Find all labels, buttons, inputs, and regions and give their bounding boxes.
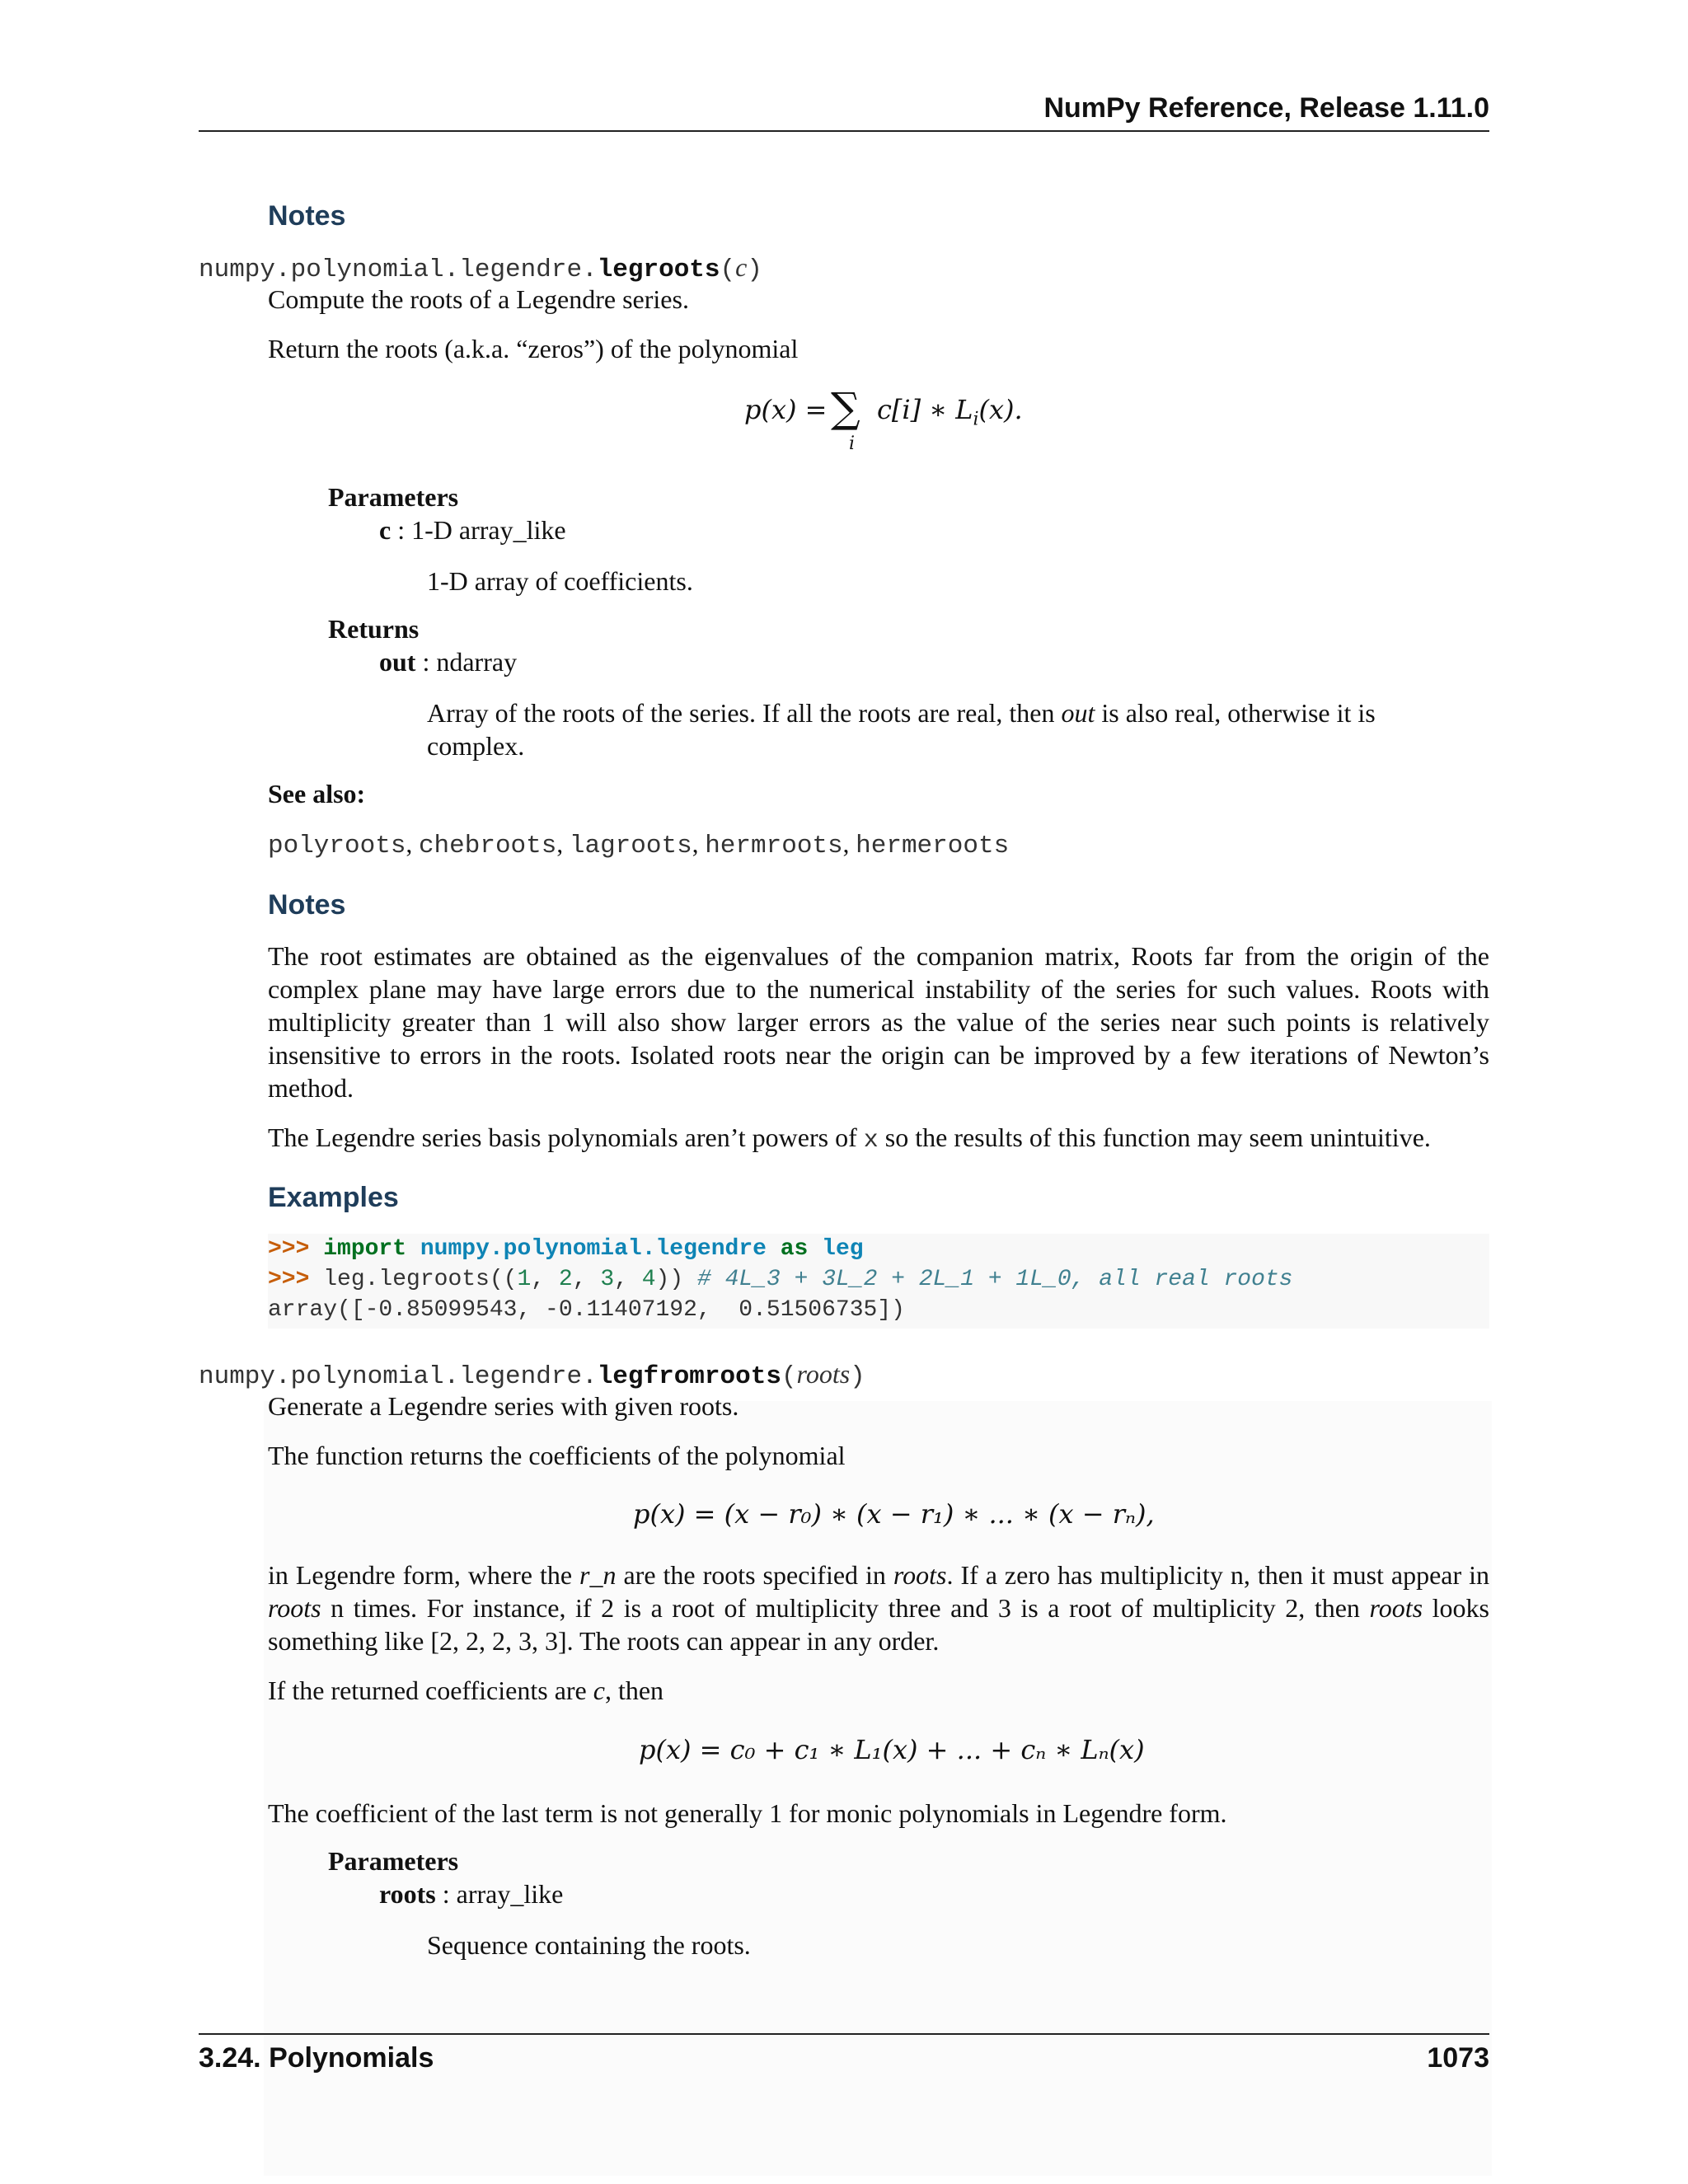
- see-also-link-lagroots[interactable]: lagroots: [569, 832, 692, 860]
- footer-page-number: 1073: [1427, 2042, 1489, 2074]
- code-prompt: >>>: [268, 1236, 324, 1262]
- code-line-2: >>> leg.legroots((1, 2, 3, 4)) # 4L_3 + 3L_2 + 2L_1 + 1L_0, all real roots: [268, 1267, 1293, 1292]
- para1-em-roots: roots: [1369, 1593, 1423, 1623]
- return-type: : ndarray: [415, 647, 518, 677]
- formula-sum-subscript: i: [849, 434, 856, 454]
- para1-em-roots: roots: [268, 1593, 321, 1623]
- legfromroots-intro: The function returns the coefficients of the polynomial: [268, 1441, 846, 1470]
- see-also-label: See also:: [268, 779, 366, 808]
- formula-rhs: [877, 394, 1023, 429]
- para2-b: , then: [604, 1675, 664, 1705]
- legfromroots-formula-2: p(x) = c₀ + c₁ ∗ L₁(x) + ... + cₙ ∗ Lₙ(x): [639, 1734, 1145, 1765]
- sig-close-paren: ): [850, 1362, 865, 1391]
- footer-rule: [199, 2033, 1489, 2035]
- param-type: : array_like: [435, 1879, 564, 1909]
- param-name: c: [379, 515, 392, 545]
- para2-a: If the returned coefficients are: [268, 1675, 593, 1705]
- legroots-signature: [199, 252, 762, 284]
- legfromroots-param-roots: [379, 1879, 563, 1910]
- legroots-params-label: Parameters: [328, 482, 459, 512]
- para1-a: in Legendre form, where the: [268, 1560, 580, 1590]
- notes-p2-part-a: The Legendre series basis polynomials aren’t powers of: [268, 1122, 864, 1152]
- code-keyword-import: import: [323, 1236, 407, 1262]
- see-also-link-polyroots[interactable]: polyroots: [268, 832, 406, 860]
- para1-b: are the roots specified in: [616, 1560, 893, 1590]
- sig-param: roots: [796, 1359, 851, 1389]
- legfromroots-paragraph-3: The coefficient of the last term is not generally 1 for monic polynomials in Legendre form.: [268, 1798, 1227, 1828]
- para1-em-rn: r_n: [579, 1560, 617, 1590]
- legroots-returns-label: Returns: [328, 614, 420, 644]
- code-keyword-as: as: [780, 1236, 809, 1262]
- para1-em-roots: roots: [893, 1560, 947, 1590]
- examples-heading: Examples: [268, 1182, 399, 1213]
- code-module: numpy.polynomial.legendre: [420, 1236, 767, 1262]
- notes-paragraph-2: [268, 1121, 1489, 1157]
- return-desc-part2: is also real, otherwise it is complex.: [427, 698, 1376, 761]
- legroots-formula: [744, 394, 827, 425]
- notes-paragraph-1: The root estimates are obtained as the eigenvalues of the companion matrix, Roots far from the origin of the complex plane may have large errors due to the numerical instability of the series for such values. Roots with multiplicity greater than 1 will also show larger errors as the value of the series near such points is relatively insensitive to errors in the roots. Isolated roots near the origin can be improved by a few iterations of Newton’s method.: [268, 941, 1489, 1103]
- legroots-param-c: [379, 515, 566, 546]
- legfromroots-formula-1: p(x) = (x − r₀) ∗ (x − r₁) ∗ ... ∗ (x − rₙ),: [633, 1498, 1155, 1530]
- legroots-summary: Compute the roots of a Legendre series.: [268, 284, 689, 314]
- notes-heading: Notes: [268, 889, 346, 921]
- legfromroots-params-label: Parameters: [328, 1846, 459, 1876]
- para2-em-c: c: [593, 1675, 605, 1705]
- code-number: 3: [600, 1267, 615, 1292]
- param-type: : 1-D array_like: [391, 515, 566, 545]
- see-also-link-hermeroots[interactable]: hermeroots: [856, 832, 1010, 860]
- see-also-sep: ,: [692, 829, 706, 858]
- code-line-3: array([-0.85099543, -0.11407192, 0.51506735]): [268, 1297, 905, 1323]
- header-rule: [199, 130, 1489, 132]
- sig-close-paren: ): [747, 255, 762, 284]
- legfromroots-signature: [199, 1359, 865, 1391]
- see-also-link-chebroots[interactable]: chebroots: [418, 832, 557, 860]
- sig-function-name: legroots: [597, 255, 720, 284]
- see-also-sep: ,: [842, 829, 856, 858]
- return-desc-em: out: [1061, 698, 1095, 728]
- param-name: roots: [379, 1879, 436, 1909]
- notes-p2-part-b: so the results of this function may seem unintuitive.: [878, 1122, 1431, 1152]
- para1-d: n times. For instance, if 2 is a root of multiplicity three and 3 is a root of multiplicity 2, then: [321, 1593, 1370, 1623]
- para1-c: . If a zero has multiplicity n, then it must appear in: [946, 1560, 1490, 1590]
- sig-open-paren: (: [781, 1362, 797, 1391]
- sig-module-prefix: numpy.polynomial.legendre.: [199, 1362, 598, 1391]
- legroots-param-c-desc: 1-D array of coefficients.: [427, 566, 693, 596]
- sig-module-prefix: numpy.polynomial.legendre.: [199, 255, 598, 284]
- notes-heading-top: Notes: [268, 200, 346, 232]
- formula-rhs-body: c[i] ∗ L: [877, 394, 973, 425]
- legfromroots-paragraph-2: [268, 1674, 1489, 1707]
- code-number: 1: [517, 1267, 532, 1292]
- code-number: 2: [558, 1267, 573, 1292]
- sig-function-name: legfromroots: [597, 1362, 781, 1391]
- sig-open-paren: (: [720, 255, 736, 284]
- legfromroots-paragraph-1: [268, 1558, 1489, 1657]
- code-line-1: [268, 1234, 1489, 1264]
- see-also-list: [268, 829, 1009, 860]
- legroots-return-out: [379, 647, 517, 677]
- see-also-link-hermroots[interactable]: hermroots: [705, 832, 843, 860]
- code-call: leg.legroots((: [323, 1267, 518, 1292]
- legroots-return-desc: [427, 696, 1383, 762]
- formula-rhs-sub: i: [973, 409, 979, 430]
- formula-sum-symbol: ∑: [831, 384, 860, 432]
- footer-section: 3.24. Polynomials: [199, 2042, 434, 2074]
- code-number: 4: [641, 1267, 656, 1292]
- running-header-title: NumPy Reference, Release 1.11.0: [1043, 92, 1489, 124]
- example-code-block: [268, 1234, 1489, 1329]
- legfromroots-summary: Generate a Legendre series with given roots.: [268, 1391, 739, 1421]
- see-also-sep: ,: [406, 829, 419, 858]
- code-close: )): [655, 1267, 684, 1292]
- sig-param: c: [735, 252, 748, 282]
- legfromroots-param-roots-desc: Sequence containing the roots.: [427, 1930, 751, 1960]
- code-prompt: >>>: [268, 1267, 324, 1292]
- see-also-sep: ,: [556, 829, 570, 858]
- return-desc-part1: Array of the roots of the series. If all the roots are real, then: [427, 698, 1062, 728]
- return-name: out: [379, 647, 416, 677]
- para1-e: looks something like [2, 2, 2, 3, 3]. The roots can appear in any order.: [268, 1593, 1490, 1656]
- code-alias: leg: [822, 1236, 864, 1262]
- formula-lhs: p(x) =: [744, 394, 828, 425]
- notes-p2-code: x: [863, 1127, 879, 1155]
- code-comment: # 4L_3 + 3L_2 + 2L_1 + 1L_0, all real roots: [696, 1267, 1293, 1292]
- formula-rhs-end: (x).: [978, 394, 1023, 425]
- legroots-intro: Return the roots (a.k.a. “zeros”) of the polynomial: [268, 334, 799, 363]
